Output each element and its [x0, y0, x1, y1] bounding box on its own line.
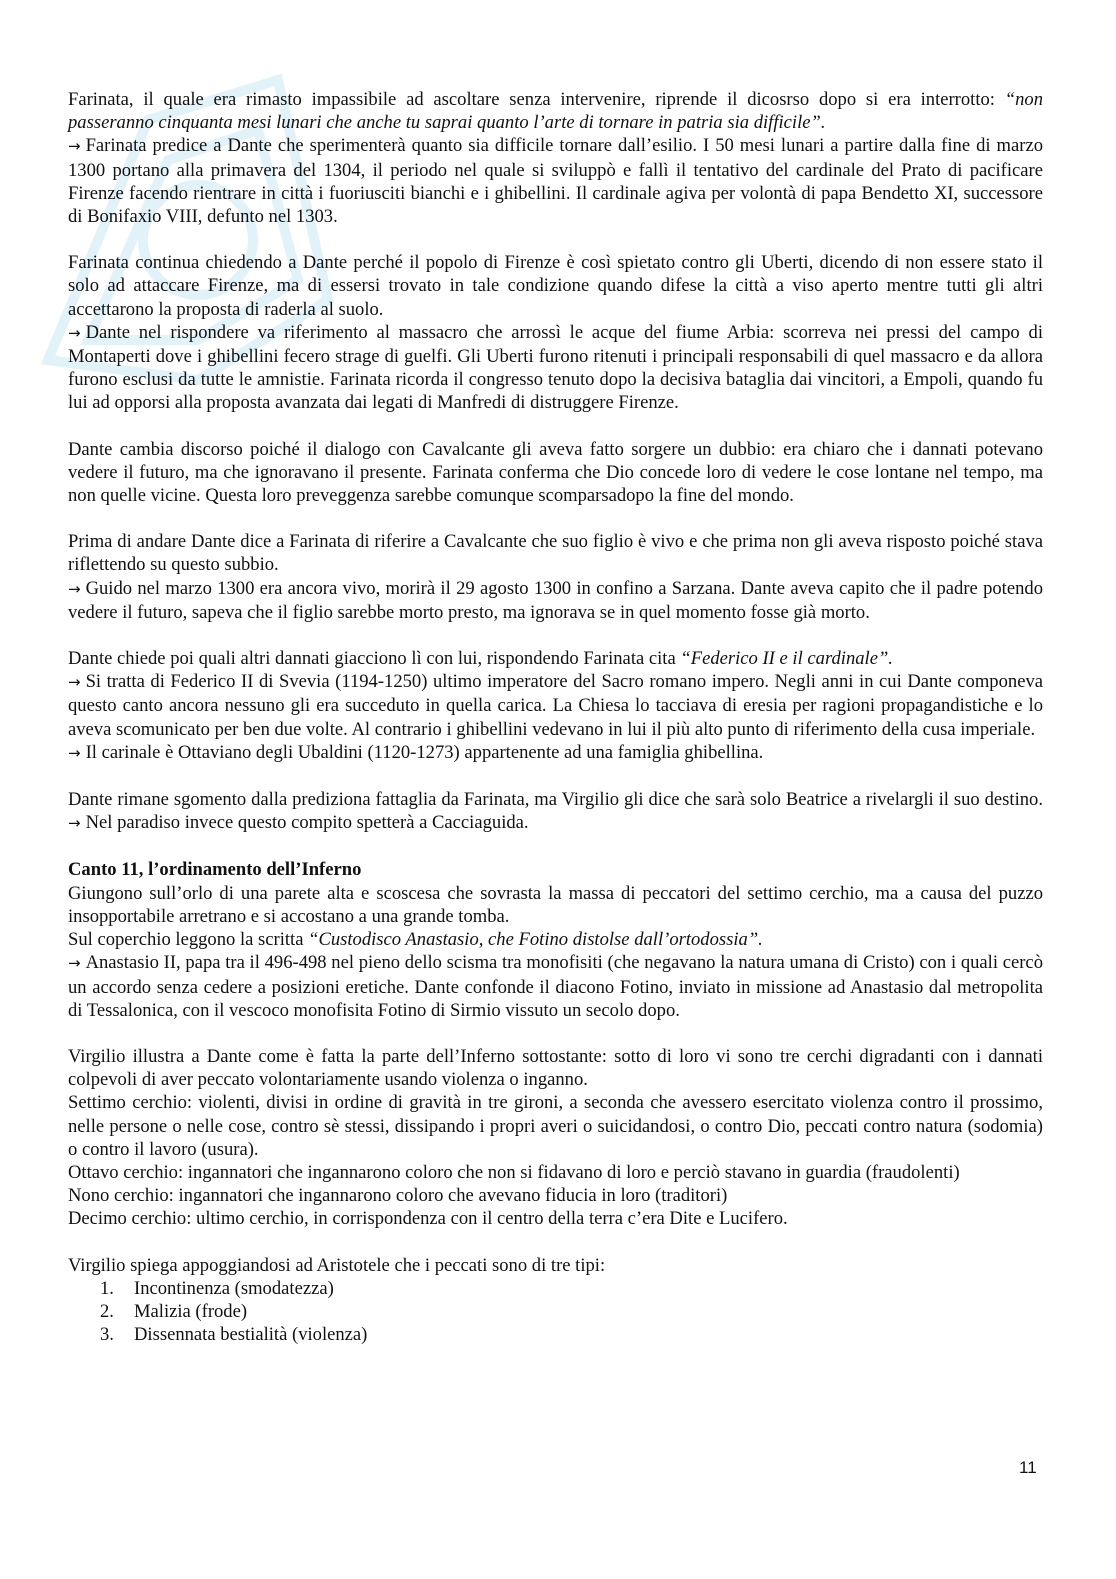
- list-item: [100, 1300, 1043, 1323]
- paragraph: Farinata continua chiedendo a Dante perché il popolo di Firenze è così spietato contro gli Uberti, dicendo di non essere stato il solo ad attaccare Firenze, ma di essersi trovato in tale condizione quando difese la città a viso aperto mentre tutti gli altri accettarono la proposta di raderla al suolo.: [68, 252, 1043, 320]
- paragraph: Farinata, il quale era rimasto impassibile ad ascoltare senza intervenire, riprende il dicosrso dopo si era interrotto: “non passeranno cinquanta mesi lunari che anche tu saprai quanto l’arte di tornare in patria sia difficile”.: [68, 89, 1043, 134]
- paragraph: Ottavo cerchio: ingannatori che ingannarono coloro che non si fidavano di loro e perciò stavano in guardia (fraudolenti): [68, 1161, 960, 1183]
- note-paragraph: → Guido nel marzo 1300 era ancora vivo, morirà il 29 agosto 1300 in confino a Sarzana. Dante aveva capito che il padre potendo vedere il futuro, sapeva che il figlio sarebbe morto presto, ma ignorava se in quel momento fosse già morto.: [68, 577, 1043, 623]
- paragraph: Virgilio illustra a Dante come è fatta la parte dell’Inferno sottostante: sotto di loro vi sono tre cerchi digradanti con i dannati colpevoli di aver peccato volontariamente usando violenza o inganno.: [68, 1045, 1043, 1091]
- paragraph: Nono cerchio: ingannatori che ingannarono coloro che avevano fiducia in loro (traditori): [68, 1185, 728, 1207]
- paragraph: Dante cambia discorso poiché il dialogo con Cavalcante gli aveva fatto sorgere un dubbio: era chiaro che i dannati potevano vedere il futuro, ma che ignoravano il presente. Farinata conferma che Dio concede loro di vedere le cose lontane nel tempo, ma non quelle vicine. Questa loro preveggenza sarebbe comunque scomparsadopo la fine del mondo.: [68, 438, 1043, 507]
- note-paragraph: → Farinata predice a Dante che sperimenterà quanto sia difficile tornare dall’esilio. I 50 mesi lunari a partire dalla fine di marzo 1300 portano alla primavera del 1304, il periodo nel quale si sviluppò e fallì il tentativo del cardinale del Prato di pacificare Firenze facendo rientrare in città i fuoriusciti bianchi e i ghibellini. Il cardinale agiva per volontà di papa Bendetto XI, successore di Bonifaxio VIII, defunto nel 1303.: [68, 135, 1043, 228]
- paragraph: Sul coperchio leggono la scritta “Custodisco Anastasio, che Fotino distolse dall’ortodossia”.: [68, 929, 763, 951]
- note-paragraph: → Si tratta di Federico II di Svevia (1194-1250) ultimo imperatore del Sacro romano impero. Negli anni in cui Dante componeva questo canto ancora nessuno gli era succeduto in quella carica. La Chiesa lo tacciava di eresia per ragioni propagandistiche e lo aveva scomunicato per ben due volte. Al contrario i ghibellini vedevano in lui il più alto punto di riferimento della cusa imperiale.: [68, 671, 1043, 740]
- arrow-icon: →: [68, 954, 81, 973]
- note-paragraph: → Dante nel rispondere va riferimento al massacro che arrossì le acque del fiume Arbia: scorreva nei pressi del campo di Montaperti dove i ghibellini fecero strage di guelfi. Gli Uberti furono ritenuti i principali responsabili di quel massacro e da allora furono esclusi da tutte le amnistie. Farinata ricorda il congresso tenuto dopo la decisiva bataglia dai vincitori, a Empoli, quando fu lui ad opporsi alla proposta avanzata dai legati di Manfredi di distruggere Firenze.: [68, 321, 1043, 414]
- arrow-icon: →: [68, 814, 81, 833]
- note-paragraph: → Il carinale è Ottaviano degli Ubaldini (1120-1273) appartenente ad una famiglia ghibellina.: [68, 741, 764, 763]
- arrow-icon: →: [68, 673, 81, 692]
- list-text: Malizia (frode): [134, 1300, 248, 1322]
- arrow-icon: →: [68, 579, 81, 598]
- list-item: [100, 1277, 1043, 1300]
- paragraph: Decimo cerchio: ultimo cerchio, in corrispondenza con il centro della terra c’era Dite e Lucifero.: [68, 1208, 788, 1230]
- paragraph: Settimo cerchio: violenti, divisi in ordine di gravità in tre gironi, a seconda che avessero esercitato violenza contro il prossimo, nelle persone o nelle cose, contro sè stessi, dissipando i propri averi o suicidandosi, o contro Dio, peccati contro natura (sodomia) o contro il lavoro (usura).: [68, 1092, 1043, 1160]
- paragraph: Prima di andare Dante dice a Farinata di riferire a Cavalcante che suo figlio è vivo e che prima non gli aveva risposto poiché stava riflettendo su questo subbio.: [68, 531, 1043, 576]
- paragraph: Dante rimane sgomento dalla prediziona fattaglia da Farinata, ma Virgilio gli dice che sarà solo Beatrice a rivelargli il suo destino. → Nel paradiso invece questo compito spetterà a Cacciaguida.: [68, 789, 1043, 834]
- paragraph: Giungono sull’orlo di una parete alta e scoscesa che sovrasta la massa di peccatori del settimo cerchio, ma a causa del puzzo insopportabile arretrano e si accostano a una grande tomba.: [68, 882, 1043, 927]
- list-number: 2.: [100, 1300, 114, 1322]
- paragraph: Dante chiede poi quali altri dannati giacciono lì con lui, rispondendo Farinata cita “Federico II e il cardinale”.: [68, 648, 893, 670]
- document-page: [68, 88, 1043, 1346]
- arrow-icon: →: [68, 137, 81, 156]
- list-item: [100, 1323, 1043, 1346]
- note-paragraph: → Anastasio II, papa tra il 496-498 nel pieno dello scisma tra monofisiti (che negavano la natura umana di Cristo) con i quali cercò un accordo senza cedere a posizioni eretiche. Dante confonde il diacono Fotino, inviato in missione ad Anastasio dal metropolita di Tessalonica, con il vescoco monofisita Fotino di Sirmio vissuto un secolo dopo.: [68, 952, 1043, 1021]
- page-number: 11: [1019, 1458, 1037, 1477]
- arrow-icon: →: [68, 743, 81, 762]
- sin-types-list: [68, 1277, 1043, 1347]
- list-text: Incontinenza (smodatezza): [134, 1277, 334, 1299]
- paragraph: Virgilio spiega appoggiandosi ad Aristotele che i peccati sono di tre tipi:: [68, 1254, 606, 1276]
- section-heading: Canto 11, l’ordinamento dell’Inferno: [68, 859, 362, 881]
- list-number: 1.: [100, 1277, 114, 1299]
- list-number: 3.: [100, 1324, 114, 1346]
- list-text: Dissennata bestialità (violenza): [134, 1324, 368, 1346]
- arrow-icon: →: [68, 323, 81, 342]
